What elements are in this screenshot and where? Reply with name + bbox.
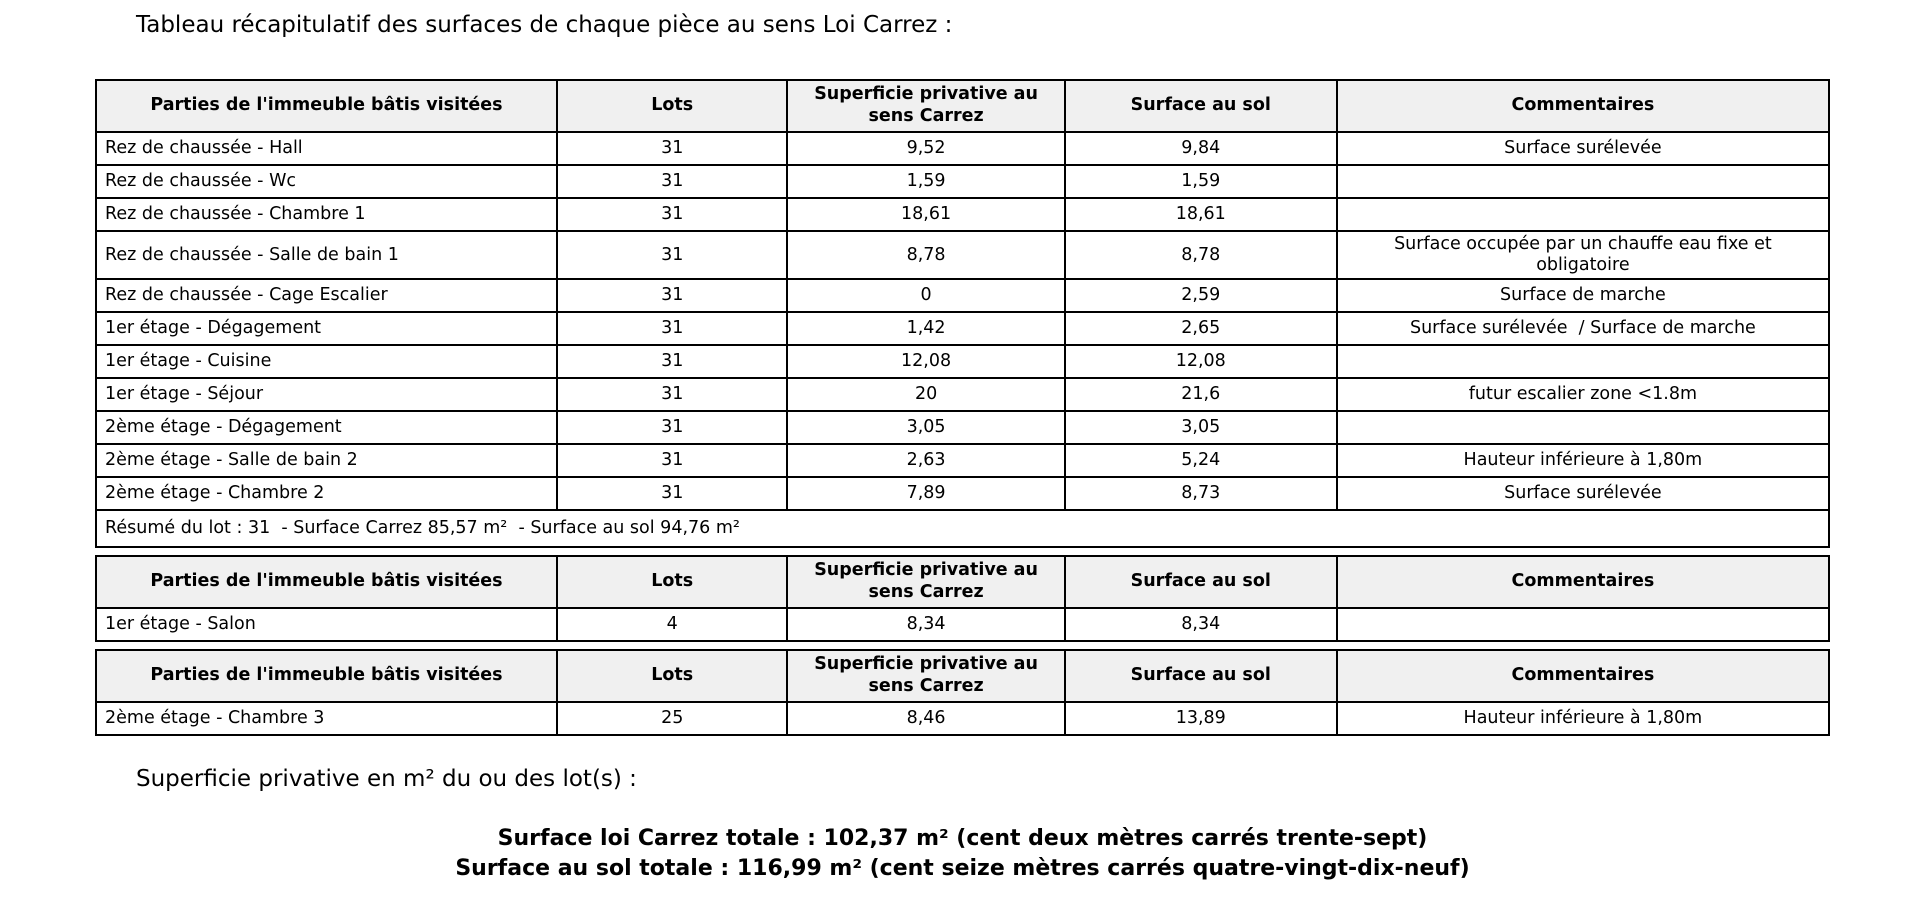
cell-piece: 2ème étage - Dégagement (96, 411, 557, 444)
cell-lot: 31 (557, 378, 787, 411)
cell-lot: 31 (557, 231, 787, 279)
cell-piece: Rez de chaussée - Wc (96, 165, 557, 198)
lot-summary-row (96, 510, 1829, 547)
cell-lot: 31 (557, 411, 787, 444)
cell-surface-carrez: 1,59 (787, 165, 1064, 198)
table-row (96, 345, 1829, 378)
cell-surface-carrez: 3,05 (787, 411, 1064, 444)
surfaces-table-lot-31 (95, 79, 1830, 548)
cell-commentaire: futur escalier zone <1.8m (1337, 378, 1829, 411)
table-row (96, 477, 1829, 510)
cell-piece: Rez de chaussée - Cage Escalier (96, 279, 557, 312)
cell-surface-sol: 1,59 (1065, 165, 1337, 198)
col-header-commentaires: Commentaires (1337, 556, 1829, 608)
cell-piece: Rez de chaussée - Salle de bain 1 (96, 231, 557, 279)
cell-commentaire: Surface occupée par un chauffe eau fixe et obligatoire (1337, 231, 1829, 279)
col-header-surface-sol: Surface au sol (1065, 80, 1337, 132)
table-header-row (96, 556, 1829, 608)
cell-surface-sol: 12,08 (1065, 345, 1337, 378)
col-header-lots: Lots (557, 650, 787, 702)
cell-surface-sol: 5,24 (1065, 444, 1337, 477)
table-row (96, 444, 1829, 477)
cell-surface-carrez: 2,63 (787, 444, 1064, 477)
col-header-parties: Parties de l'immeuble bâtis visitées (96, 80, 557, 132)
cell-piece: 1er étage - Salon (96, 608, 557, 641)
cell-lot: 31 (557, 444, 787, 477)
cell-commentaire: Hauteur inférieure à 1,80m (1337, 702, 1829, 735)
col-header-superficie-carrez: Superficie privative au sens Carrez (787, 650, 1064, 702)
cell-commentaire (1337, 411, 1829, 444)
cell-surface-carrez: 12,08 (787, 345, 1064, 378)
table-header-row (96, 650, 1829, 702)
table-row (96, 312, 1829, 345)
cell-surface-sol: 8,34 (1065, 608, 1337, 641)
cell-lot: 31 (557, 345, 787, 378)
cell-commentaire: Hauteur inférieure à 1,80m (1337, 444, 1829, 477)
col-header-superficie-carrez: Superficie privative au sens Carrez (787, 80, 1064, 132)
table-row (96, 608, 1829, 641)
table-row (96, 378, 1829, 411)
table-row (96, 411, 1829, 444)
cell-lot: 31 (557, 477, 787, 510)
table-row (96, 132, 1829, 165)
cell-commentaire: Surface surélevée / Surface de marche (1337, 312, 1829, 345)
col-header-lots: Lots (557, 80, 787, 132)
cell-surface-carrez: 7,89 (787, 477, 1064, 510)
superficie-privative-label: Superficie privative en m² du ou des lot(s) : (136, 766, 637, 792)
cell-surface-sol: 2,65 (1065, 312, 1337, 345)
surfaces-table-lot-4 (95, 555, 1830, 642)
cell-piece: 1er étage - Cuisine (96, 345, 557, 378)
cell-surface-sol: 13,89 (1065, 702, 1337, 735)
cell-surface-sol: 8,78 (1065, 231, 1337, 279)
col-header-surface-sol: Surface au sol (1065, 650, 1337, 702)
cell-piece: 2ème étage - Chambre 3 (96, 702, 557, 735)
tables-area (95, 79, 1830, 743)
table-row (96, 165, 1829, 198)
total-carrez-line: Surface loi Carrez totale : 102,37 m² (cent deux mètres carrés trente-sept) (497, 826, 1428, 851)
cell-surface-sol: 18,61 (1065, 198, 1337, 231)
col-header-commentaires: Commentaires (1337, 650, 1829, 702)
table-row (96, 279, 1829, 312)
cell-commentaire (1337, 165, 1829, 198)
cell-surface-carrez: 8,34 (787, 608, 1064, 641)
cell-surface-carrez: 8,46 (787, 702, 1064, 735)
cell-lot: 25 (557, 702, 787, 735)
cell-surface-carrez: 18,61 (787, 198, 1064, 231)
cell-surface-carrez: 8,78 (787, 231, 1064, 279)
table-row (96, 198, 1829, 231)
cell-lot: 4 (557, 608, 787, 641)
cell-surface-carrez: 20 (787, 378, 1064, 411)
cell-surface-sol: 3,05 (1065, 411, 1337, 444)
cell-lot: 31 (557, 312, 787, 345)
cell-surface-sol: 2,59 (1065, 279, 1337, 312)
cell-lot: 31 (557, 165, 787, 198)
cell-piece: 2ème étage - Chambre 2 (96, 477, 557, 510)
cell-piece: 1er étage - Séjour (96, 378, 557, 411)
col-header-lots: Lots (557, 556, 787, 608)
cell-lot: 31 (557, 132, 787, 165)
cell-piece: 1er étage - Dégagement (96, 312, 557, 345)
cell-surface-carrez: 0 (787, 279, 1064, 312)
col-header-parties: Parties de l'immeuble bâtis visitées (96, 556, 557, 608)
col-header-superficie-carrez: Superficie privative au sens Carrez (787, 556, 1064, 608)
cell-surface-carrez: 1,42 (787, 312, 1064, 345)
table-header-row (96, 80, 1829, 132)
cell-commentaire (1337, 345, 1829, 378)
cell-lot: 31 (557, 279, 787, 312)
col-header-surface-sol: Surface au sol (1065, 556, 1337, 608)
cell-piece: Rez de chaussée - Chambre 1 (96, 198, 557, 231)
cell-commentaire (1337, 198, 1829, 231)
cell-surface-carrez: 9,52 (787, 132, 1064, 165)
cell-surface-sol: 8,73 (1065, 477, 1337, 510)
col-header-commentaires: Commentaires (1337, 80, 1829, 132)
cell-commentaire (1337, 608, 1829, 641)
cell-lot: 31 (557, 198, 787, 231)
col-header-parties: Parties de l'immeuble bâtis visitées (96, 650, 557, 702)
surfaces-table-lot-25 (95, 649, 1830, 736)
cell-commentaire: Surface surélevée (1337, 477, 1829, 510)
total-sol-line: Surface au sol totale : 116,99 m² (cent seize mètres carrés quatre-vingt-dix-neuf) (455, 856, 1470, 881)
table-row (96, 231, 1829, 279)
cell-commentaire: Surface surélevée (1337, 132, 1829, 165)
totals-block (95, 824, 1830, 884)
document-title: Tableau récapitulatif des surfaces de chaque pièce au sens Loi Carrez : (136, 12, 953, 38)
lot-summary-text: Résumé du lot : 31 - Surface Carrez 85,57 m² - Surface au sol 94,76 m² (96, 510, 1829, 547)
cell-surface-sol: 21,6 (1065, 378, 1337, 411)
cell-piece: 2ème étage - Salle de bain 2 (96, 444, 557, 477)
cell-piece: Rez de chaussée - Hall (96, 132, 557, 165)
table-row (96, 702, 1829, 735)
cell-commentaire: Surface de marche (1337, 279, 1829, 312)
cell-surface-sol: 9,84 (1065, 132, 1337, 165)
